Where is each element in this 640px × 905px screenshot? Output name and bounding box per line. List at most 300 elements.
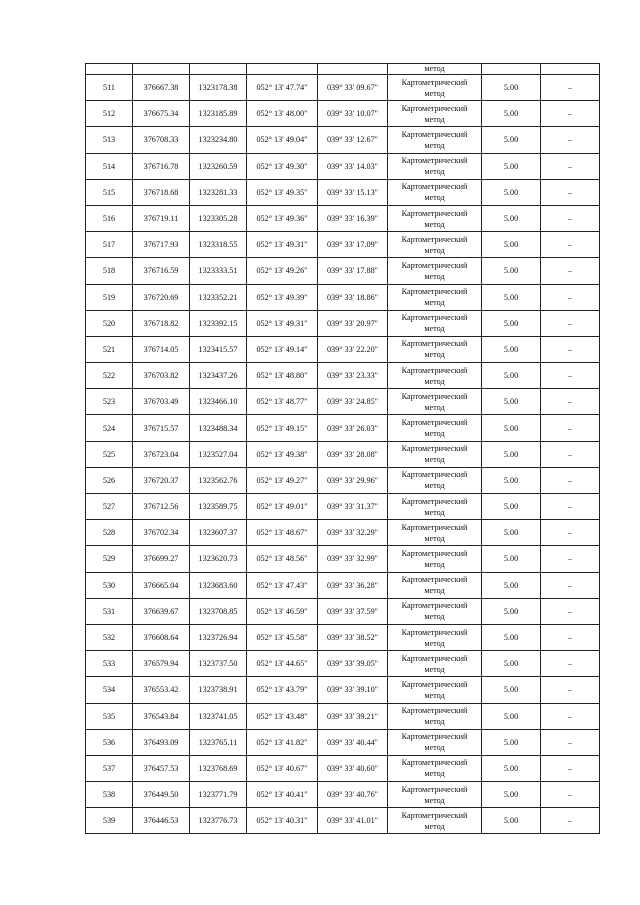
x-coordinate-cell: 376720.37 — [133, 467, 190, 493]
latitude-cell: 052° 13' 47.43" — [247, 572, 318, 598]
cell-method-continued: метод — [388, 64, 482, 75]
x-coordinate-cell: 376579.94 — [133, 651, 190, 677]
method-line-2: метод — [424, 88, 445, 98]
table-row — [86, 205, 600, 231]
longitude-cell: 039° 33' 39.21" — [318, 703, 388, 729]
x-coordinate-cell: 376716.59 — [133, 258, 190, 284]
continued-row — [86, 64, 600, 75]
longitude-cell: 039° 33' 12.67" — [318, 127, 388, 153]
method-line-1: Картометрический — [401, 313, 468, 323]
latitude-cell: 052° 13' 49.31" — [247, 310, 318, 336]
method-line-1: Картометрический — [401, 679, 468, 689]
accuracy-cell: 5.00 — [482, 703, 541, 729]
method-cell — [388, 703, 482, 729]
longitude-cell: 039° 33' 40.60" — [318, 755, 388, 781]
table-row — [86, 441, 600, 467]
latitude-cell: 052° 13' 46.59" — [247, 598, 318, 624]
method-line-1: Картометрический — [401, 732, 468, 742]
table-row — [86, 336, 600, 362]
longitude-cell: 039° 33' 22.20" — [318, 336, 388, 362]
method-line-2: метод — [424, 821, 445, 831]
accuracy-cell: 5.00 — [482, 546, 541, 572]
accuracy-cell: 5.00 — [482, 572, 541, 598]
method-line-2: метод — [424, 481, 445, 491]
method-line-2: метод — [424, 717, 445, 727]
longitude-cell: 039° 33' 38.52" — [318, 624, 388, 650]
note-cell: – — [541, 441, 600, 467]
latitude-cell: 052° 13' 40.31" — [247, 808, 318, 834]
y-coordinate-cell: 1323768.69 — [190, 755, 247, 781]
point-number-cell: 524 — [86, 415, 133, 441]
note-cell: – — [541, 755, 600, 781]
method-cell — [388, 651, 482, 677]
x-coordinate-cell: 376675.34 — [133, 101, 190, 127]
latitude-cell: 052° 13' 49.14" — [247, 336, 318, 362]
table-row — [86, 624, 600, 650]
method-line-2: метод — [424, 298, 445, 308]
method-cell — [388, 755, 482, 781]
longitude-cell: 039° 33' 32.99" — [318, 546, 388, 572]
method-line-2: метод — [424, 743, 445, 753]
table-row — [86, 258, 600, 284]
latitude-cell: 052° 13' 48.80" — [247, 363, 318, 389]
latitude-cell: 052° 13' 43.48" — [247, 703, 318, 729]
y-coordinate-cell: 1323620.73 — [190, 546, 247, 572]
method-line-1: Картометрический — [401, 810, 468, 820]
method-line-2: метод — [424, 193, 445, 203]
x-coordinate-cell: 376716.78 — [133, 153, 190, 179]
y-coordinate-cell: 1323281.33 — [190, 179, 247, 205]
cell-empty — [247, 64, 318, 75]
table-row — [86, 153, 600, 179]
method-line-1: Картометрический — [401, 77, 468, 87]
latitude-cell: 052° 13' 48.67" — [247, 520, 318, 546]
table-row — [86, 703, 600, 729]
longitude-cell: 039° 33' 20.97" — [318, 310, 388, 336]
y-coordinate-cell: 1323726.94 — [190, 624, 247, 650]
method-cell — [388, 179, 482, 205]
longitude-cell: 039° 33' 26.03" — [318, 415, 388, 441]
y-coordinate-cell: 1323333.51 — [190, 258, 247, 284]
note-cell: – — [541, 624, 600, 650]
y-coordinate-cell: 1323437.26 — [190, 363, 247, 389]
table-row — [86, 127, 600, 153]
accuracy-cell: 5.00 — [482, 651, 541, 677]
method-cell — [388, 677, 482, 703]
table-row — [86, 520, 600, 546]
accuracy-cell: 5.00 — [482, 75, 541, 101]
method-cell — [388, 101, 482, 127]
method-cell — [388, 729, 482, 755]
method-cell — [388, 310, 482, 336]
method-cell — [388, 808, 482, 834]
method-cell — [388, 336, 482, 362]
method-cell — [388, 572, 482, 598]
note-cell: – — [541, 389, 600, 415]
accuracy-cell: 5.00 — [482, 782, 541, 808]
point-number-cell: 512 — [86, 101, 133, 127]
method-cell — [388, 389, 482, 415]
method-line-2: метод — [424, 114, 445, 124]
longitude-cell: 039° 33' 14.03" — [318, 153, 388, 179]
method-line-1: Картометрический — [401, 575, 468, 585]
x-coordinate-cell: 376718.82 — [133, 310, 190, 336]
table-row — [86, 310, 600, 336]
point-number-cell: 538 — [86, 782, 133, 808]
note-cell: – — [541, 101, 600, 127]
accuracy-cell: 5.00 — [482, 179, 541, 205]
latitude-cell: 052° 13' 49.04" — [247, 127, 318, 153]
method-line-1: Картометрический — [401, 365, 468, 375]
note-cell: – — [541, 598, 600, 624]
point-number-cell: 536 — [86, 729, 133, 755]
y-coordinate-cell: 1323178.38 — [190, 75, 247, 101]
method-cell — [388, 127, 482, 153]
note-cell: – — [541, 127, 600, 153]
x-coordinate-cell: 376608.64 — [133, 624, 190, 650]
x-coordinate-cell: 376553.42 — [133, 677, 190, 703]
accuracy-cell: 5.00 — [482, 677, 541, 703]
method-line-2: метод — [424, 455, 445, 465]
method-line-1: Картометрический — [401, 784, 468, 794]
note-cell: – — [541, 363, 600, 389]
y-coordinate-cell: 1323562.76 — [190, 467, 247, 493]
longitude-cell: 039° 33' 29.96" — [318, 467, 388, 493]
note-cell: – — [541, 677, 600, 703]
table-body — [86, 64, 600, 834]
longitude-cell: 039° 33' 40.76" — [318, 782, 388, 808]
accuracy-cell: 5.00 — [482, 598, 541, 624]
method-cell — [388, 520, 482, 546]
accuracy-cell: 5.00 — [482, 127, 541, 153]
y-coordinate-cell: 1323683.60 — [190, 572, 247, 598]
y-coordinate-cell: 1323741.05 — [190, 703, 247, 729]
method-line-2: метод — [424, 690, 445, 700]
note-cell: – — [541, 284, 600, 310]
method-line-1: Картометрический — [401, 287, 468, 297]
accuracy-cell: 5.00 — [482, 624, 541, 650]
latitude-cell: 052° 13' 49.39" — [247, 284, 318, 310]
longitude-cell: 039° 33' 17.88" — [318, 258, 388, 284]
latitude-cell: 052° 13' 49.01" — [247, 494, 318, 520]
point-number-cell: 525 — [86, 441, 133, 467]
method-cell — [388, 494, 482, 520]
x-coordinate-cell: 376446.53 — [133, 808, 190, 834]
y-coordinate-cell: 1323352.21 — [190, 284, 247, 310]
method-line-2: метод — [424, 638, 445, 648]
latitude-cell: 052° 13' 44.65" — [247, 651, 318, 677]
method-line-2: метод — [424, 324, 445, 334]
method-line-1: Картометрический — [401, 548, 468, 558]
method-line-1: Картометрический — [401, 653, 468, 663]
y-coordinate-cell: 1323776.73 — [190, 808, 247, 834]
method-line-1: Картометрический — [401, 496, 468, 506]
point-number-cell: 520 — [86, 310, 133, 336]
note-cell: – — [541, 258, 600, 284]
point-number-cell: 521 — [86, 336, 133, 362]
method-cell — [388, 284, 482, 310]
accuracy-cell: 5.00 — [482, 310, 541, 336]
longitude-cell: 039° 33' 39.05" — [318, 651, 388, 677]
y-coordinate-cell: 1323708.85 — [190, 598, 247, 624]
method-line-1: Картометрический — [401, 758, 468, 768]
note-cell: – — [541, 467, 600, 493]
table-row — [86, 284, 600, 310]
method-line-1: Картометрический — [401, 182, 468, 192]
longitude-cell: 039° 33' 32.29" — [318, 520, 388, 546]
y-coordinate-cell: 1323589.75 — [190, 494, 247, 520]
method-cell — [388, 153, 482, 179]
note-cell: – — [541, 153, 600, 179]
method-line-2: метод — [424, 507, 445, 517]
cell-empty — [133, 64, 190, 75]
x-coordinate-cell: 376719.11 — [133, 205, 190, 231]
table-row — [86, 572, 600, 598]
method-line-2: метод — [424, 429, 445, 439]
method-line-1: Картометрический — [401, 339, 468, 349]
latitude-cell: 052° 13' 45.58" — [247, 624, 318, 650]
longitude-cell: 039° 33' 31.37" — [318, 494, 388, 520]
method-line-1: Картометрический — [401, 706, 468, 716]
accuracy-cell: 5.00 — [482, 232, 541, 258]
table-row — [86, 415, 600, 441]
y-coordinate-cell: 1323607.37 — [190, 520, 247, 546]
note-cell: – — [541, 546, 600, 572]
method-cell — [388, 624, 482, 650]
method-cell — [388, 441, 482, 467]
x-coordinate-cell: 376702.34 — [133, 520, 190, 546]
method-line-2: метод — [424, 271, 445, 281]
note-cell: – — [541, 179, 600, 205]
cell-empty — [86, 64, 133, 75]
point-number-cell: 535 — [86, 703, 133, 729]
method-line-2: метод — [424, 140, 445, 150]
method-line-2: метод — [424, 402, 445, 412]
longitude-cell: 039° 33' 39.10" — [318, 677, 388, 703]
x-coordinate-cell: 376720.69 — [133, 284, 190, 310]
accuracy-cell: 5.00 — [482, 258, 541, 284]
accuracy-cell: 5.00 — [482, 441, 541, 467]
point-number-cell: 537 — [86, 755, 133, 781]
method-line-1: Картометрический — [401, 601, 468, 611]
point-number-cell: 529 — [86, 546, 133, 572]
point-number-cell: 522 — [86, 363, 133, 389]
x-coordinate-cell: 376717.93 — [133, 232, 190, 258]
point-number-cell: 526 — [86, 467, 133, 493]
table-row — [86, 232, 600, 258]
note-cell: – — [541, 205, 600, 231]
x-coordinate-cell: 376639.67 — [133, 598, 190, 624]
note-cell: – — [541, 336, 600, 362]
longitude-cell: 039° 33' 17.09" — [318, 232, 388, 258]
note-cell: – — [541, 782, 600, 808]
method-line-1: Картометрический — [401, 234, 468, 244]
longitude-cell: 039° 33' 36.28" — [318, 572, 388, 598]
point-number-cell: 539 — [86, 808, 133, 834]
x-coordinate-cell: 376449.50 — [133, 782, 190, 808]
method-line-1: Картометрический — [401, 129, 468, 139]
method-line-2: метод — [424, 795, 445, 805]
longitude-cell: 039° 33' 23.33" — [318, 363, 388, 389]
point-number-cell: 517 — [86, 232, 133, 258]
table-row — [86, 75, 600, 101]
table-row — [86, 101, 600, 127]
longitude-cell: 039° 33' 40.44" — [318, 729, 388, 755]
x-coordinate-cell: 376493.09 — [133, 729, 190, 755]
method-line-2: метод — [424, 664, 445, 674]
x-coordinate-cell: 376718.68 — [133, 179, 190, 205]
table-row — [86, 363, 600, 389]
longitude-cell: 039° 33' 16.39" — [318, 205, 388, 231]
latitude-cell: 052° 13' 48.00" — [247, 101, 318, 127]
y-coordinate-cell: 1323737.50 — [190, 651, 247, 677]
method-line-1: Картометрический — [401, 627, 468, 637]
table-row — [86, 782, 600, 808]
note-cell: – — [541, 729, 600, 755]
y-coordinate-cell: 1323260.59 — [190, 153, 247, 179]
y-coordinate-cell: 1323488.34 — [190, 415, 247, 441]
method-cell — [388, 232, 482, 258]
x-coordinate-cell: 376715.57 — [133, 415, 190, 441]
method-line-1: Картометрический — [401, 444, 468, 454]
latitude-cell: 052° 13' 47.74" — [247, 75, 318, 101]
latitude-cell: 052° 13' 49.31" — [247, 232, 318, 258]
latitude-cell: 052° 13' 49.30" — [247, 153, 318, 179]
method-line-1: Картометрический — [401, 260, 468, 270]
x-coordinate-cell: 376714.05 — [133, 336, 190, 362]
note-cell: – — [541, 572, 600, 598]
longitude-cell: 039° 33' 18.86" — [318, 284, 388, 310]
x-coordinate-cell: 376543.84 — [133, 703, 190, 729]
coordinates-table — [85, 63, 600, 834]
method-line-1: Картометрический — [401, 522, 468, 532]
accuracy-cell: 5.00 — [482, 389, 541, 415]
method-cell — [388, 363, 482, 389]
method-cell — [388, 415, 482, 441]
table-row — [86, 389, 600, 415]
latitude-cell: 052° 13' 43.79" — [247, 677, 318, 703]
accuracy-cell: 5.00 — [482, 415, 541, 441]
table-row — [86, 651, 600, 677]
note-cell: – — [541, 75, 600, 101]
note-cell: – — [541, 415, 600, 441]
latitude-cell: 052° 13' 49.38" — [247, 441, 318, 467]
accuracy-cell: 5.00 — [482, 101, 541, 127]
x-coordinate-cell: 376712.56 — [133, 494, 190, 520]
y-coordinate-cell: 1323392.15 — [190, 310, 247, 336]
y-coordinate-cell: 1323415.57 — [190, 336, 247, 362]
method-line-2: метод — [424, 769, 445, 779]
latitude-cell: 052° 13' 41.82" — [247, 729, 318, 755]
note-cell: – — [541, 651, 600, 677]
point-number-cell: 532 — [86, 624, 133, 650]
y-coordinate-cell: 1323318.55 — [190, 232, 247, 258]
accuracy-cell: 5.00 — [482, 284, 541, 310]
point-number-cell: 511 — [86, 75, 133, 101]
point-number-cell: 531 — [86, 598, 133, 624]
table-row — [86, 808, 600, 834]
accuracy-cell: 5.00 — [482, 336, 541, 362]
method-line-1: Картометрический — [401, 156, 468, 166]
method-line-1: Картометрический — [401, 103, 468, 113]
longitude-cell: 039° 33' 09.67" — [318, 75, 388, 101]
method-line-1: Картометрический — [401, 470, 468, 480]
note-cell: – — [541, 310, 600, 336]
point-number-cell: 515 — [86, 179, 133, 205]
accuracy-cell: 5.00 — [482, 467, 541, 493]
accuracy-cell: 5.00 — [482, 205, 541, 231]
table-row — [86, 467, 600, 493]
note-cell: – — [541, 703, 600, 729]
x-coordinate-cell: 376703.82 — [133, 363, 190, 389]
accuracy-cell: 5.00 — [482, 153, 541, 179]
longitude-cell: 039° 33' 24.85" — [318, 389, 388, 415]
note-cell: – — [541, 232, 600, 258]
method-line-1: Картометрический — [401, 208, 468, 218]
method-cell — [388, 467, 482, 493]
latitude-cell: 052° 13' 49.27" — [247, 467, 318, 493]
cell-empty — [541, 64, 600, 75]
y-coordinate-cell: 1323765.11 — [190, 729, 247, 755]
longitude-cell: 039° 33' 28.08" — [318, 441, 388, 467]
y-coordinate-cell: 1323466.10 — [190, 389, 247, 415]
latitude-cell: 052° 13' 48.77" — [247, 389, 318, 415]
point-number-cell: 527 — [86, 494, 133, 520]
method-line-2: метод — [424, 533, 445, 543]
point-number-cell: 523 — [86, 389, 133, 415]
accuracy-cell: 5.00 — [482, 494, 541, 520]
latitude-cell: 052° 13' 49.26" — [247, 258, 318, 284]
y-coordinate-cell: 1323738.91 — [190, 677, 247, 703]
x-coordinate-cell: 376708.33 — [133, 127, 190, 153]
table-row — [86, 546, 600, 572]
accuracy-cell: 5.00 — [482, 520, 541, 546]
method-line-2: метод — [424, 245, 445, 255]
point-number-cell: 528 — [86, 520, 133, 546]
cell-empty — [482, 64, 541, 75]
point-number-cell: 534 — [86, 677, 133, 703]
y-coordinate-cell: 1323185.89 — [190, 101, 247, 127]
table-row — [86, 494, 600, 520]
point-number-cell: 516 — [86, 205, 133, 231]
point-number-cell: 530 — [86, 572, 133, 598]
accuracy-cell: 5.00 — [482, 363, 541, 389]
latitude-cell: 052° 13' 48.56" — [247, 546, 318, 572]
method-line-2: метод — [424, 559, 445, 569]
latitude-cell: 052° 13' 40.41" — [247, 782, 318, 808]
latitude-cell: 052° 13' 40.67" — [247, 755, 318, 781]
method-cell — [388, 205, 482, 231]
longitude-cell: 039° 33' 41.01" — [318, 808, 388, 834]
method-line-2: метод — [424, 376, 445, 386]
method-line-2: метод — [424, 167, 445, 177]
point-number-cell: 519 — [86, 284, 133, 310]
x-coordinate-cell: 376699.27 — [133, 546, 190, 572]
longitude-cell: 039° 33' 10.07" — [318, 101, 388, 127]
longitude-cell: 039° 33' 37.59" — [318, 598, 388, 624]
accuracy-cell: 5.00 — [482, 755, 541, 781]
x-coordinate-cell: 376667.38 — [133, 75, 190, 101]
point-number-cell: 513 — [86, 127, 133, 153]
x-coordinate-cell: 376665.04 — [133, 572, 190, 598]
method-line-2: метод — [424, 586, 445, 596]
accuracy-cell: 5.00 — [482, 808, 541, 834]
latitude-cell: 052° 13' 49.15" — [247, 415, 318, 441]
y-coordinate-cell: 1323234.80 — [190, 127, 247, 153]
y-coordinate-cell: 1323527.04 — [190, 441, 247, 467]
x-coordinate-cell: 376703.49 — [133, 389, 190, 415]
method-cell — [388, 782, 482, 808]
